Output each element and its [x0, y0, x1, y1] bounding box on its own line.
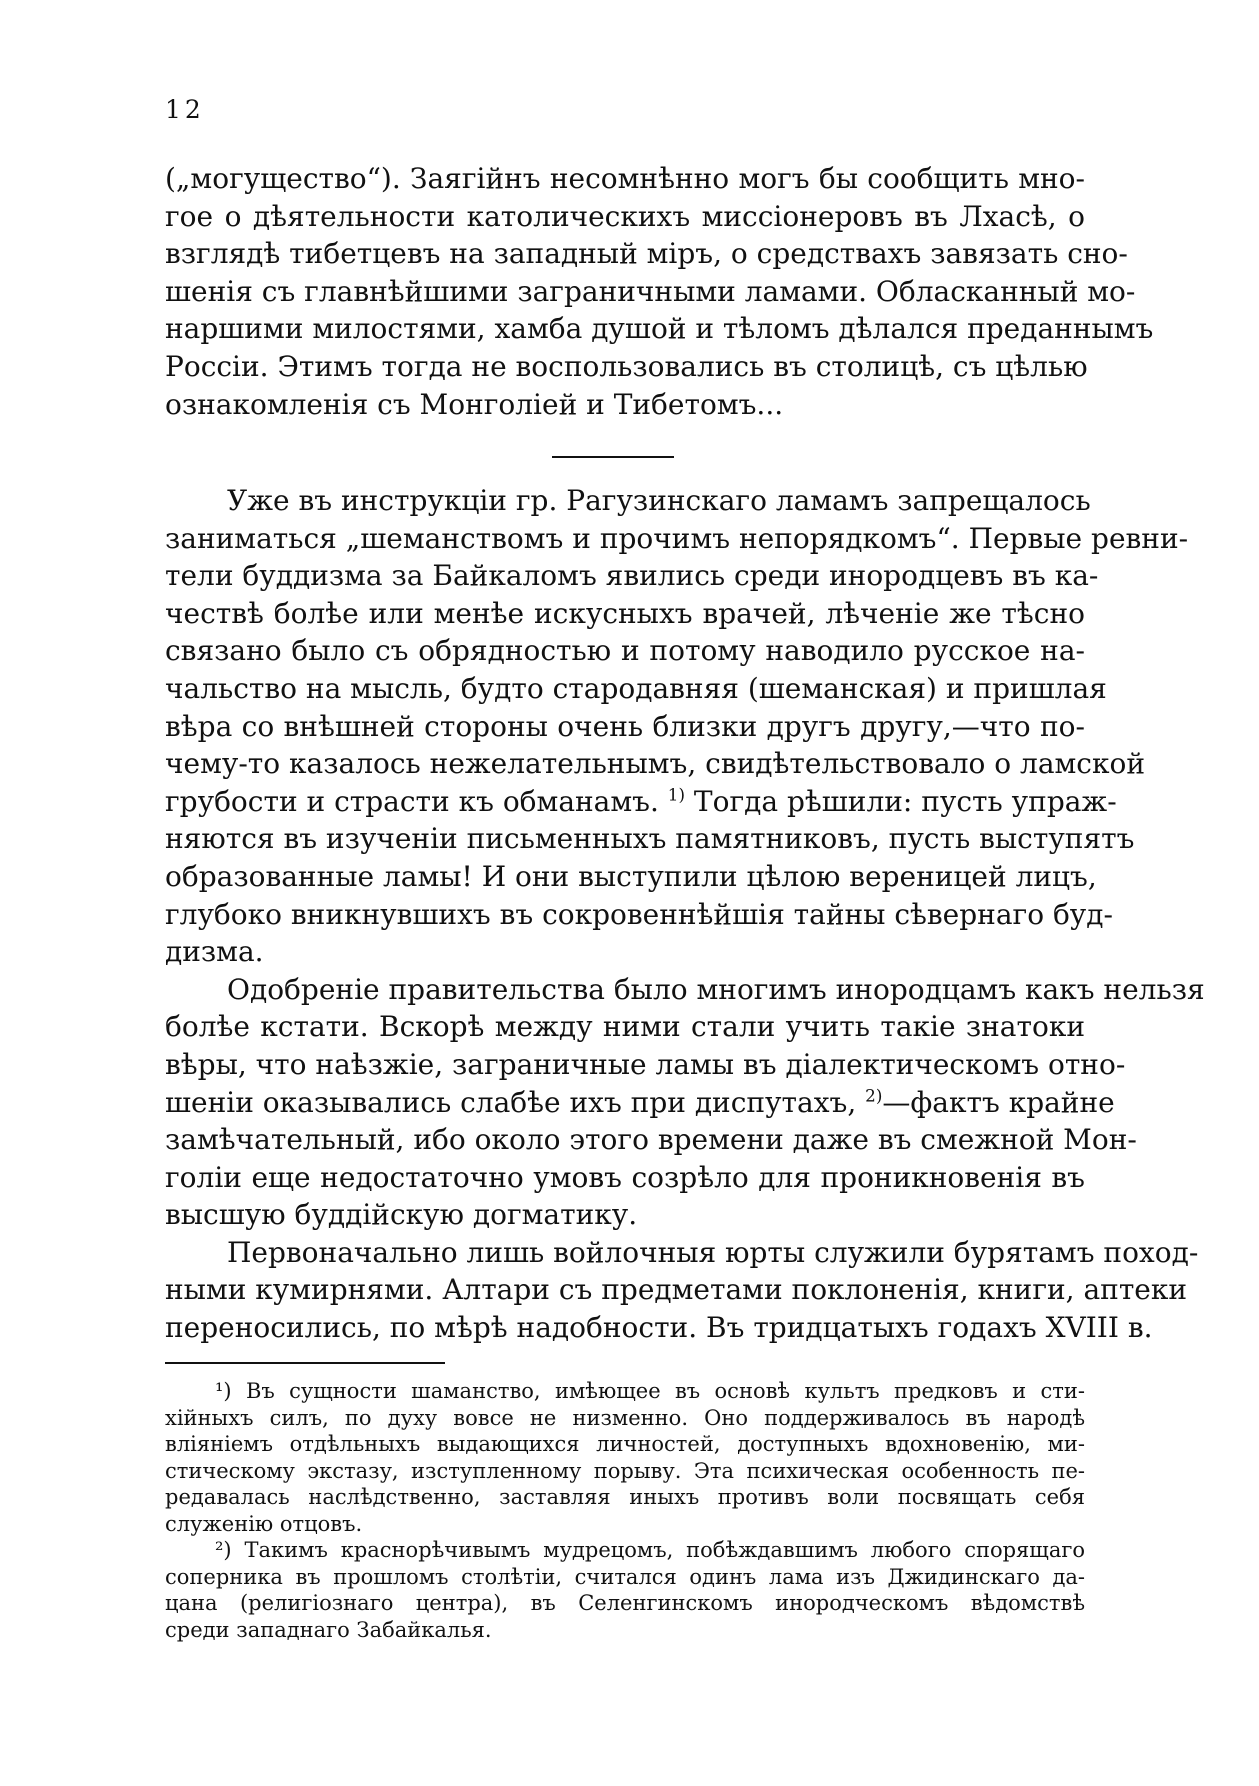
text-line: Россіи. Этимъ тогда не воспользовались въ столицѣ, съ цѣлью: [165, 349, 1088, 383]
footnote-mark: ²): [215, 1538, 232, 1562]
footnote-text: Такимъ краснорѣчивымъ мудрецомъ, побѣждавшимъ любого спорящаго: [244, 1538, 1085, 1562]
footnote-text: Въ сущности шаманство, имѣющее въ основѣ культъ предковъ и сти-: [246, 1379, 1085, 1403]
text-line-with-footnote: [165, 1084, 1115, 1122]
footnote-line: служенію отцовъ.: [165, 1511, 363, 1536]
section-separator: [552, 456, 674, 458]
text-line: Одобреніе правительства было многимъ инородцамъ какъ нельзя: [227, 972, 1205, 1006]
footnote-line: среди западнаго Забайкалья.: [165, 1617, 492, 1642]
footnote-mark: ¹): [215, 1379, 232, 1403]
footnote-line: хійныхъ силъ, по духу вовсе не низменно. Оно поддерживалось въ народѣ: [165, 1405, 1085, 1430]
text-line: ными кумирнями. Алтари съ предметами поклоненія, книги, аптеки: [165, 1273, 1188, 1307]
text-line-with-footnote: [165, 783, 1117, 821]
text-line: чествѣ болѣе или менѣе искусныхъ врачей, лѣченіе же тѣсно: [165, 596, 1085, 630]
text-line: болѣе кстати. Вскорѣ между ними стали учить такіе знатоки: [165, 1010, 1085, 1044]
text-line: переносились, по мѣрѣ надобности. Въ тридцатыхъ годахъ XVIII в.: [165, 1311, 1153, 1345]
text-line: („могущество“). Заягійнъ несомнѣнно могъ бы сообщить мно-: [165, 162, 1085, 195]
footnote-1: [165, 1378, 1085, 1405]
text-line: тели буддизма за Байкаломъ явились среди инородцевъ въ ка-: [165, 559, 1099, 593]
text-line: высшую буддійскую догматику.: [165, 1198, 638, 1232]
footnote-2: [165, 1537, 1085, 1564]
text-line: замѣчательный, ибо около этого времени даже въ смежной Мон-: [165, 1123, 1137, 1157]
text-line: вѣра со внѣшней стороны очень близки другъ другу,—что по-: [165, 709, 1085, 743]
footnote-ref-1: 1): [667, 784, 685, 805]
body-text: [165, 482, 1205, 1347]
text-line: заниматься „шеманствомъ и прочимъ непорядкомъ“. Первые ревни-: [165, 521, 1189, 555]
text-line: шенія съ главнѣйшими заграничными ламами. Обласканный мо-: [165, 274, 1136, 308]
footnote-line: стическому экстазу, изступленному порыву. Эта психическая особенность пе-: [165, 1458, 1085, 1483]
footnote-ref-2: 2): [865, 1085, 883, 1106]
paragraph-top: [165, 160, 1154, 423]
text-line: голіи еще недостаточно умовъ созрѣло для проникновенія въ: [165, 1160, 1085, 1194]
text-line: ознакомленія съ Монголіей и Тибетомъ...: [165, 387, 784, 421]
text-line: чальство на мысль, будто стародавняя (шеманская) и пришлая: [165, 671, 1107, 705]
text-fragment: шеніи оказывались слабѣе ихъ при диспутахъ,: [165, 1085, 857, 1119]
footnote-line: редавалась наслѣдственно, заставляя иныхъ противъ воли посвящать себя: [165, 1485, 1085, 1509]
text-line: гое о дѣятельности католическихъ миссіонеровъ въ Лхасѣ, о: [165, 199, 1085, 233]
text-line: связано было съ обрядностью и потому наводило русское на-: [165, 634, 1085, 668]
text-line: Первоначально лишь войлочныя юрты служили бурятамъ поход-: [227, 1235, 1199, 1269]
text-line: образованные ламы! И они выступили цѣлою вереницей лицъ,: [165, 859, 1097, 893]
footnote-line: вліяніемъ отдѣльныхъ выдающихся личностей, доступныхъ вдохновенію, ми-: [165, 1432, 1085, 1456]
text-line: вѣры, что наѣзжіе, заграничные ламы въ діалектическомъ отно-: [165, 1047, 1126, 1081]
text-line: чему-то казалось нежелательнымъ, свидѣтельствовало о ламской: [165, 747, 1145, 781]
footnote-line: цана (религіознаго центра), въ Селенгинскомъ инородческомъ вѣдомствѣ: [165, 1591, 1085, 1615]
text-line: няются въ изученіи письменныхъ памятниковъ, пусть выступятъ: [165, 822, 1135, 856]
text-fragment: Тогда рѣшили: пусть упраж-: [693, 784, 1117, 818]
footnotes: [165, 1378, 1085, 1643]
text-line: Уже въ инструкціи гр. Рагузинскаго ламамъ запрещалось: [227, 484, 1091, 517]
page-number: 12: [165, 95, 205, 124]
text-fragment: —фактъ крайне: [882, 1085, 1115, 1119]
text-line: наршими милостями, хамба душой и тѣломъ дѣлался преданнымъ: [165, 312, 1154, 346]
text-fragment: грубости и страсти къ обманамъ.: [165, 784, 659, 818]
text-line: взглядѣ тибетцевъ на западный міръ, о средствахъ завязать сно-: [165, 237, 1128, 271]
text-line: дизма.: [165, 935, 264, 969]
footnote-line: соперника въ прошломъ столѣтіи, считался одинъ лама изъ Джидинскаго да-: [165, 1564, 1085, 1589]
text-line: глубоко вникнувшихъ въ сокровеннѣйшія тайны сѣвернаго буд-: [165, 897, 1113, 931]
footnote-rule: [165, 1362, 445, 1364]
